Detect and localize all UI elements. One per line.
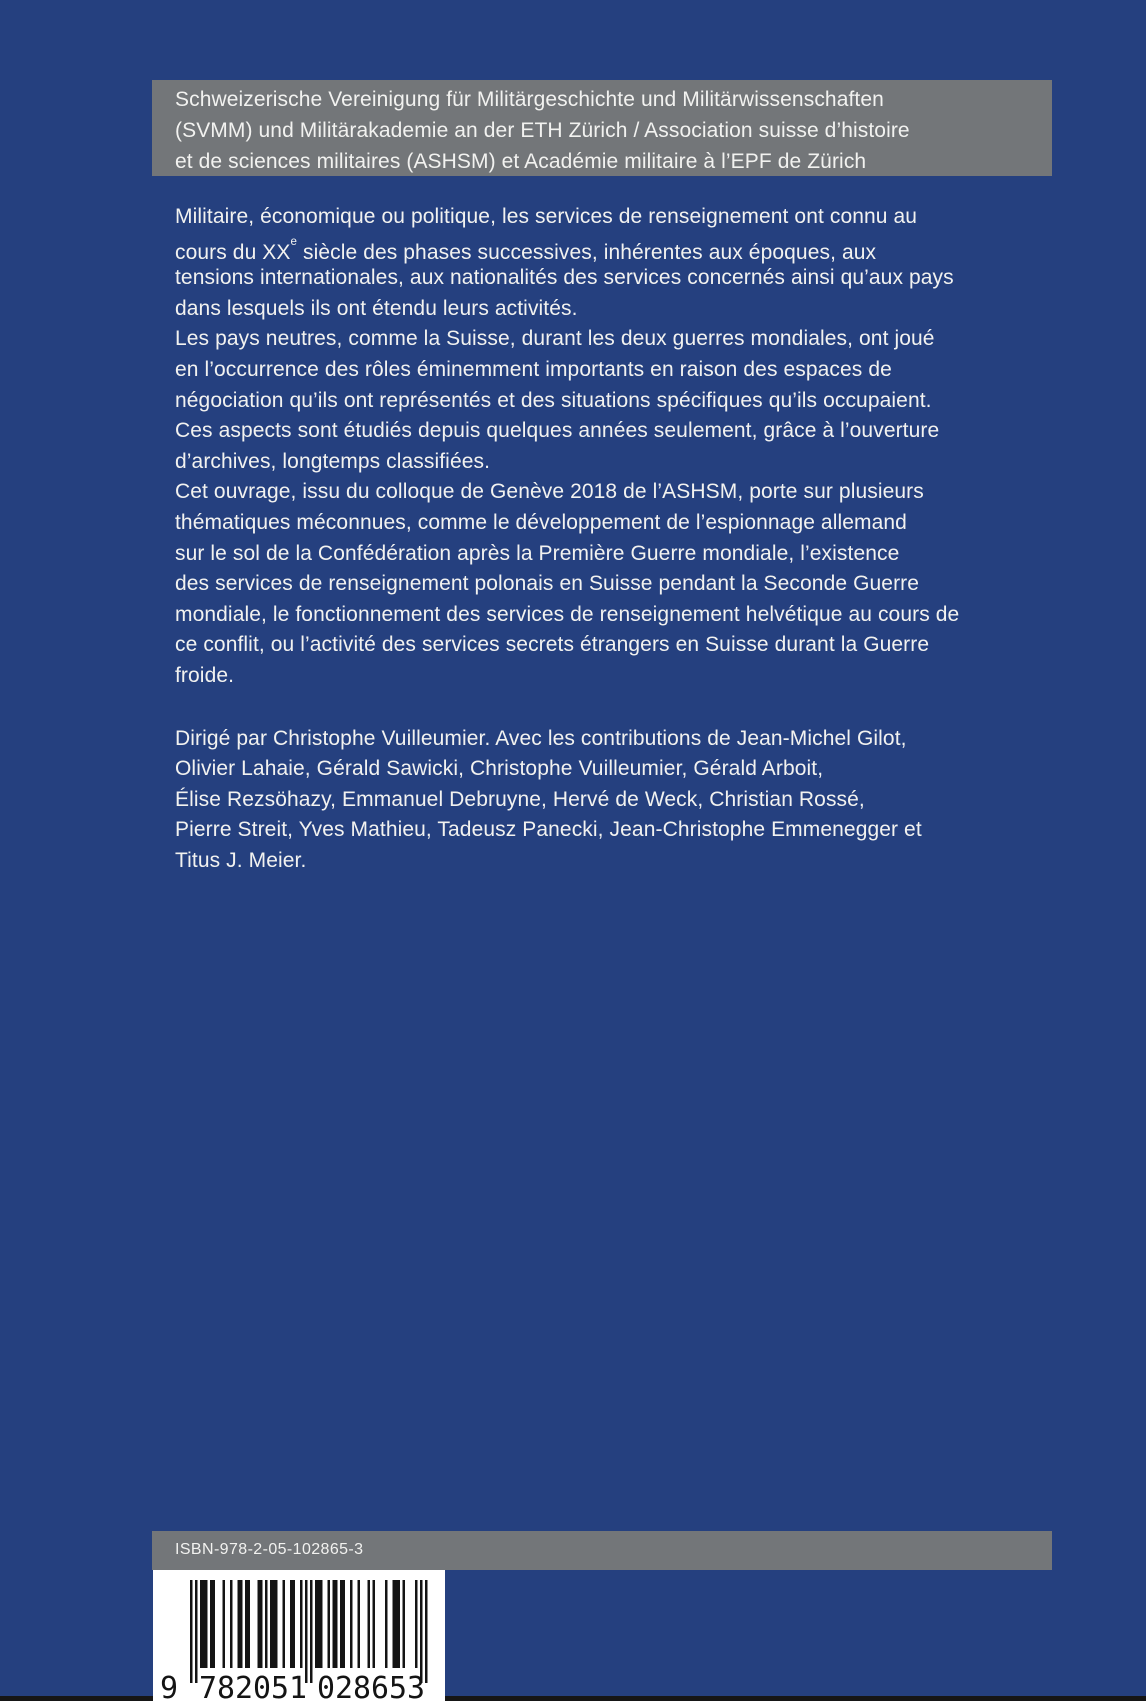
synopsis-line xyxy=(175,233,959,264)
isbn-label: ISBN-978-2-05-102865-3 xyxy=(175,1541,364,1558)
synopsis-line: tensions internationales, aux nationalités des services concernés ainsi qu’aux pays xyxy=(175,266,954,290)
svg-text:9: 9 xyxy=(160,1671,179,1701)
synopsis-line: mondiale, le fonctionnement des services de renseignement helvétique au cours de xyxy=(175,602,960,626)
synopsis-line: Les pays neutres, comme la Suisse, durant les deux guerres mondiales, ont joué xyxy=(175,327,935,351)
association-line: et de sciences militaires (ASHSM) et Académie militaire à l’EPF de Zürich xyxy=(175,150,867,173)
svg-text:782051: 782051 xyxy=(199,1671,307,1701)
contributors-line: Élise Rezsöhazy, Emmanuel Debruyne, Hervé de Weck, Christian Rossé, xyxy=(175,787,865,811)
isbn-strip xyxy=(152,1531,1052,1570)
contributors-line: Olivier Lahaie, Gérald Sawicki, Christophe Vuilleumier, Gérald Arboit, xyxy=(175,757,824,781)
barcode-panel xyxy=(153,1570,445,1701)
synopsis-line: thématiques méconnues, comme le développement de l’espionnage allemand xyxy=(175,510,907,534)
contributors-line: Dirigé par Christophe Vuilleumier. Avec les contributions de Jean-Michel Gilot, xyxy=(175,726,907,750)
contributors-paragraph xyxy=(175,724,959,877)
synopsis-line: Militaire, économique ou politique, les services de renseignement ont connu au xyxy=(175,205,918,228)
synopsis-line: négociation qu’ils ont représentés et des situations spécifiques qu’ils occupaient. xyxy=(175,388,932,412)
synopsis-line-segment: siècle des phases successives, inhérentes aux époques, aux xyxy=(297,240,877,264)
synopsis-line: en l’occurrence des rôles éminemment importants en raison des espaces de xyxy=(175,357,892,381)
svg-text:028653: 028653 xyxy=(317,1671,425,1701)
synopsis-line: des services de renseignement polonais en Suisse pendant la Seconde Guerre xyxy=(175,572,920,596)
synopsis-line-segment: cours du XX xyxy=(175,240,291,264)
contributors-line: Pierre Streit, Yves Mathieu, Tadeusz Panecki, Jean-Christophe Emmenegger et xyxy=(175,818,922,842)
ean13-barcode xyxy=(153,1570,445,1701)
association-line: Schweizerische Vereinigung für Militärgeschichte und Militärwissenschaften xyxy=(175,88,884,111)
synopsis-line: Cet ouvrage, issu du colloque de Genève 2018 de l’ASHSM, porte sur plusieurs xyxy=(175,480,924,504)
synopsis-line: dans lesquels ils ont étendu leurs activités. xyxy=(175,296,578,320)
synopsis-line: froide. xyxy=(175,663,235,687)
synopsis-line: sur le sol de la Confédération après la Première Guerre mondiale, l’existence xyxy=(175,541,900,565)
publisher-association-box xyxy=(152,80,1052,176)
synopsis-text xyxy=(175,202,959,876)
association-line: (SVMM) und Militärakademie an der ETH Zürich / Association suisse d’histoire xyxy=(175,119,910,142)
synopsis-line: ce conflit, ou l’activité des services secrets étrangers en Suisse durant la Guerre xyxy=(175,633,930,657)
synopsis-line: Ces aspects sont étudiés depuis quelques années seulement, grâce à l’ouverture xyxy=(175,419,940,443)
superscript-e: e xyxy=(290,236,298,249)
contributors-line: Titus J. Meier. xyxy=(175,848,307,872)
synopsis-line: d’archives, longtemps classifiées. xyxy=(175,449,491,473)
